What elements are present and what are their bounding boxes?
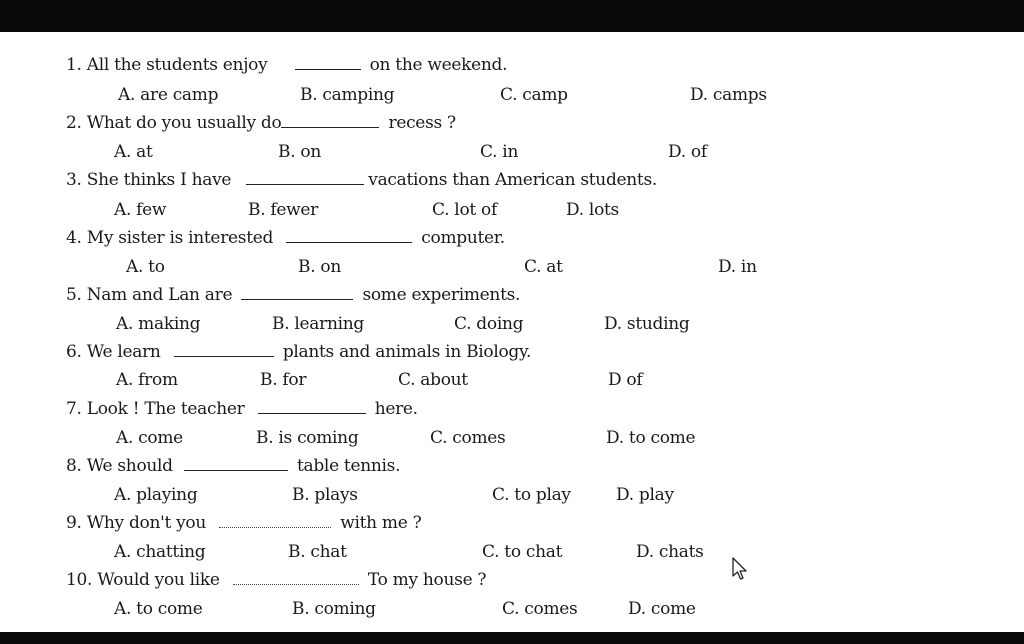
option-a: A. at: [114, 142, 153, 162]
question-5: [66, 285, 520, 305]
question-9: [66, 513, 421, 533]
option-b: B. on: [298, 257, 341, 277]
option-a: A. are camp: [118, 85, 219, 105]
question-1-after: on the weekend.: [369, 55, 508, 75]
question-1: [66, 55, 507, 75]
option-c: C. at: [524, 257, 563, 277]
option-d: D. lots: [566, 200, 619, 220]
option-b: B. on: [278, 142, 321, 162]
answer-blank: [241, 298, 353, 300]
option-d: D. play: [616, 485, 674, 505]
option-c: C. to play: [492, 485, 571, 505]
answer-blank: [295, 68, 361, 70]
option-d: D of: [608, 370, 643, 390]
option-a: A. to: [126, 257, 165, 277]
option-d: D. studing: [604, 314, 690, 334]
option-b: B. chat: [288, 542, 347, 562]
answer-blank: [258, 412, 366, 414]
option-d: D. of: [668, 142, 707, 162]
question-3-after: vacations than American students.: [368, 170, 657, 190]
option-d: D. camps: [690, 85, 767, 105]
option-d: D. come: [628, 599, 696, 619]
answer-blank: [184, 469, 288, 471]
question-4-after: computer.: [421, 228, 505, 248]
question-10-prompt: 10. Would you like: [66, 570, 220, 590]
mouse-pointer-icon: [731, 557, 749, 581]
option-c: C. comes: [430, 428, 506, 448]
question-2-after: recess ?: [388, 113, 456, 133]
option-c: C. in: [480, 142, 519, 162]
question-9-after: with me ?: [340, 513, 422, 533]
option-b: B. plays: [292, 485, 358, 505]
question-7-after: here.: [374, 399, 418, 419]
question-4-prompt: 4. My sister is interested: [66, 228, 274, 248]
question-9-prompt: 9. Why don't you: [66, 513, 207, 533]
question-7: [66, 399, 418, 419]
bottom-black-bar: [0, 632, 1024, 644]
answer-blank: [281, 126, 379, 128]
question-2: [66, 113, 456, 133]
option-b: B. learning: [272, 314, 364, 334]
option-b: B. fewer: [248, 200, 318, 220]
option-b: B. for: [260, 370, 307, 390]
question-3-prompt: 3. She thinks I have: [66, 170, 232, 190]
question-1-prompt: 1. All the students enjoy: [66, 55, 268, 75]
question-8: [66, 456, 400, 476]
question-4: [66, 228, 505, 248]
question-6-after: plants and animals in Biology.: [282, 342, 532, 362]
option-d: D. chats: [636, 542, 704, 562]
option-c: C. about: [398, 370, 468, 390]
option-a: A. making: [116, 314, 201, 334]
question-5-prompt: 5. Nam and Lan are: [66, 285, 233, 305]
option-a: A. chatting: [114, 542, 206, 562]
question-10-after: To my house ?: [367, 570, 487, 590]
option-a: A. to come: [114, 599, 203, 619]
option-c: C. camp: [500, 85, 568, 105]
option-b: B. camping: [300, 85, 395, 105]
question-8-after: table tennis.: [296, 456, 401, 476]
answer-blank: [174, 355, 274, 357]
option-c: C. to chat: [482, 542, 563, 562]
option-a: A. from: [116, 370, 178, 390]
option-b: B. coming: [292, 599, 376, 619]
option-c: C. lot of: [432, 200, 497, 220]
question-6-prompt: 6. We learn: [66, 342, 161, 362]
question-2-prompt: 2. What do you usually do: [66, 113, 282, 133]
question-10: [66, 570, 486, 590]
question-6: [66, 342, 531, 362]
top-black-bar: [0, 0, 1024, 32]
option-a: A. come: [116, 428, 183, 448]
answer-blank: [246, 183, 364, 185]
question-5-after: some experiments.: [362, 285, 521, 305]
option-d: D. in: [718, 257, 757, 277]
answer-blank: [219, 526, 331, 528]
answer-blank: [286, 241, 412, 243]
question-7-prompt: 7. Look ! The teacher: [66, 399, 245, 419]
question-8-prompt: 8. We should: [66, 456, 173, 476]
question-3: [66, 170, 657, 190]
option-c: C. doing: [454, 314, 524, 334]
option-b: B. is coming: [256, 428, 359, 448]
option-c: C. comes: [502, 599, 578, 619]
option-d: D. to come: [606, 428, 696, 448]
option-a: A. few: [114, 200, 167, 220]
option-a: A. playing: [114, 485, 198, 505]
answer-blank: [233, 583, 359, 585]
